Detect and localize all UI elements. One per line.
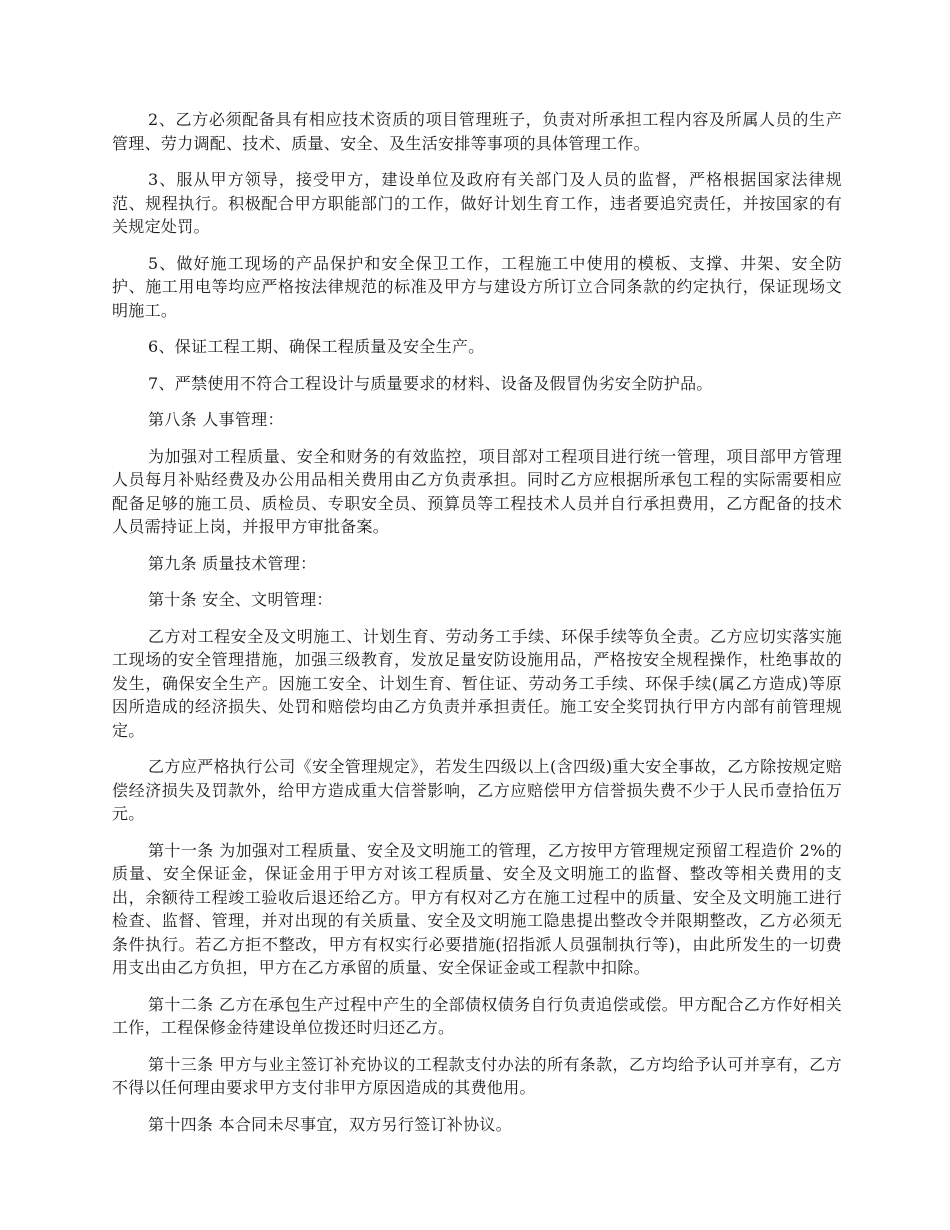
article-8-heading: 第八条 人事管理：: [148, 410, 284, 429]
clause-7-paragraph: 7、严禁使用不符合工程设计与质量要求的材料、设备及假冒伪劣安全防护品。: [148, 373, 713, 393]
article-11-paragraph: 第十一条 为加强对工程质量、安全及文明施工的管理，乙方按甲方管理规定预留工程造价 2%的质量、安全保证金，保证金用于甲方对该工程质量、安全及文明施工的监督、整改等相关费用的支出，余额待工程竣工验收后退还给乙方。甲方有权对乙方在施工过程中的质量、安全及文明施工进行检查、监督、管理，并对出现的有关质量、安全及文明施工隐患提出整改令并限期整改，乙方必须无条件执行。若乙方拒不整改，甲方有权实行必要措施(招指派人员强制执行等)，由此所发生的一切费用支出由乙方负担，甲方在乙方承留的质量、安全保证金或工程款中扣除。: [112, 840, 842, 977]
article-10-body-1: 乙方对工程安全及文明施工、计划生育、劳动务工手续、环保手续等负全责。乙方应切实落实施工现场的安全管理措施，加强三级教育，发放足量安防设施用品，严格按安全规程操作，杜绝事故的发生，确保安全生产。因施工安全、计划生育、暂住证、劳动务工手续、环保手续(属乙方造成)等原因所造成的经济损失、处罚和赔偿均由乙方负责并承担责任。施工安全奖罚执行甲方内部有前管理规定。: [112, 626, 842, 740]
article-14-paragraph: 第十四条 本合同未尽事宜，双方另行签订补协议。: [148, 1114, 512, 1134]
article-8-body: 为加强对工程质量、安全和财务的有效监控，项目部对工程项目进行统一管理，项目部甲方管理人员每月补贴经费及办公用品相关费用由乙方负责承担。同时乙方应根据所承包工程的实际需要相应配备足够的施工员、质检员、专职安全员、预算员等工程技术人员并自行承担费用，乙方配备的技术人员需持证上岗，并报甲方审批备案。: [112, 446, 842, 536]
document-body: [112, 108, 842, 1149]
article-10-heading: 第十条 安全、文明管理：: [148, 590, 333, 609]
clause-6-paragraph: 6、保证工程工期、确保工程质量及安全生产。: [148, 337, 485, 356]
article-13-paragraph: 第十三条 甲方与业主签订补充协议的工程款支付办法的所有条款，乙方均给予认可并享有，乙方不得以任何理由要求甲方支付非甲方原因造成的其费他用。: [112, 1054, 842, 1097]
clause-5-paragraph: 5、做好施工现场的产品保护和安全保卫工作，工程施工中使用的模板、支撑、井架、安全防护、施工用电等均应严格按法律规范的标准及甲方与建设方所订立合同条款的约定执行，保证现场文明施工。: [112, 253, 842, 320]
article-9-heading: 第九条 质量技术管理：: [148, 553, 317, 573]
clause-3-paragraph: 3、服从甲方领导，接受甲方，建设单位及政府有关部门及人员的监督，严格根据国家法律规范、规程执行。积极配合甲方职能部门的工作，做好计划生育工作，违者要追究责任，并按国家的有关规定处罚。: [112, 170, 842, 236]
article-10-body-2: 乙方应严格执行公司《安全管理规定》，若发生四级以上(含四级)重大安全事故，乙方除按规定赔偿经济损失及罚款外，给甲方造成重大信誉影响，乙方应赔偿甲方信誉损失费不少于人民币壹拾伍万元。: [112, 757, 842, 823]
article-12-paragraph: 第十二条 乙方在承包生产过程中产生的全部债权债务自行负责追偿或偿。甲方配合乙方作好相关工作，工程保修金待建设单位拨还时归还乙方。: [112, 994, 842, 1037]
clause-2-paragraph: 2、乙方必须配备具有相应技术资质的项目管理班子，负责对所承担工程内容及所属人员的生产管理、劳力调配、技术、质量、安全、及生活安排等事项的具体管理工作。: [112, 110, 842, 153]
